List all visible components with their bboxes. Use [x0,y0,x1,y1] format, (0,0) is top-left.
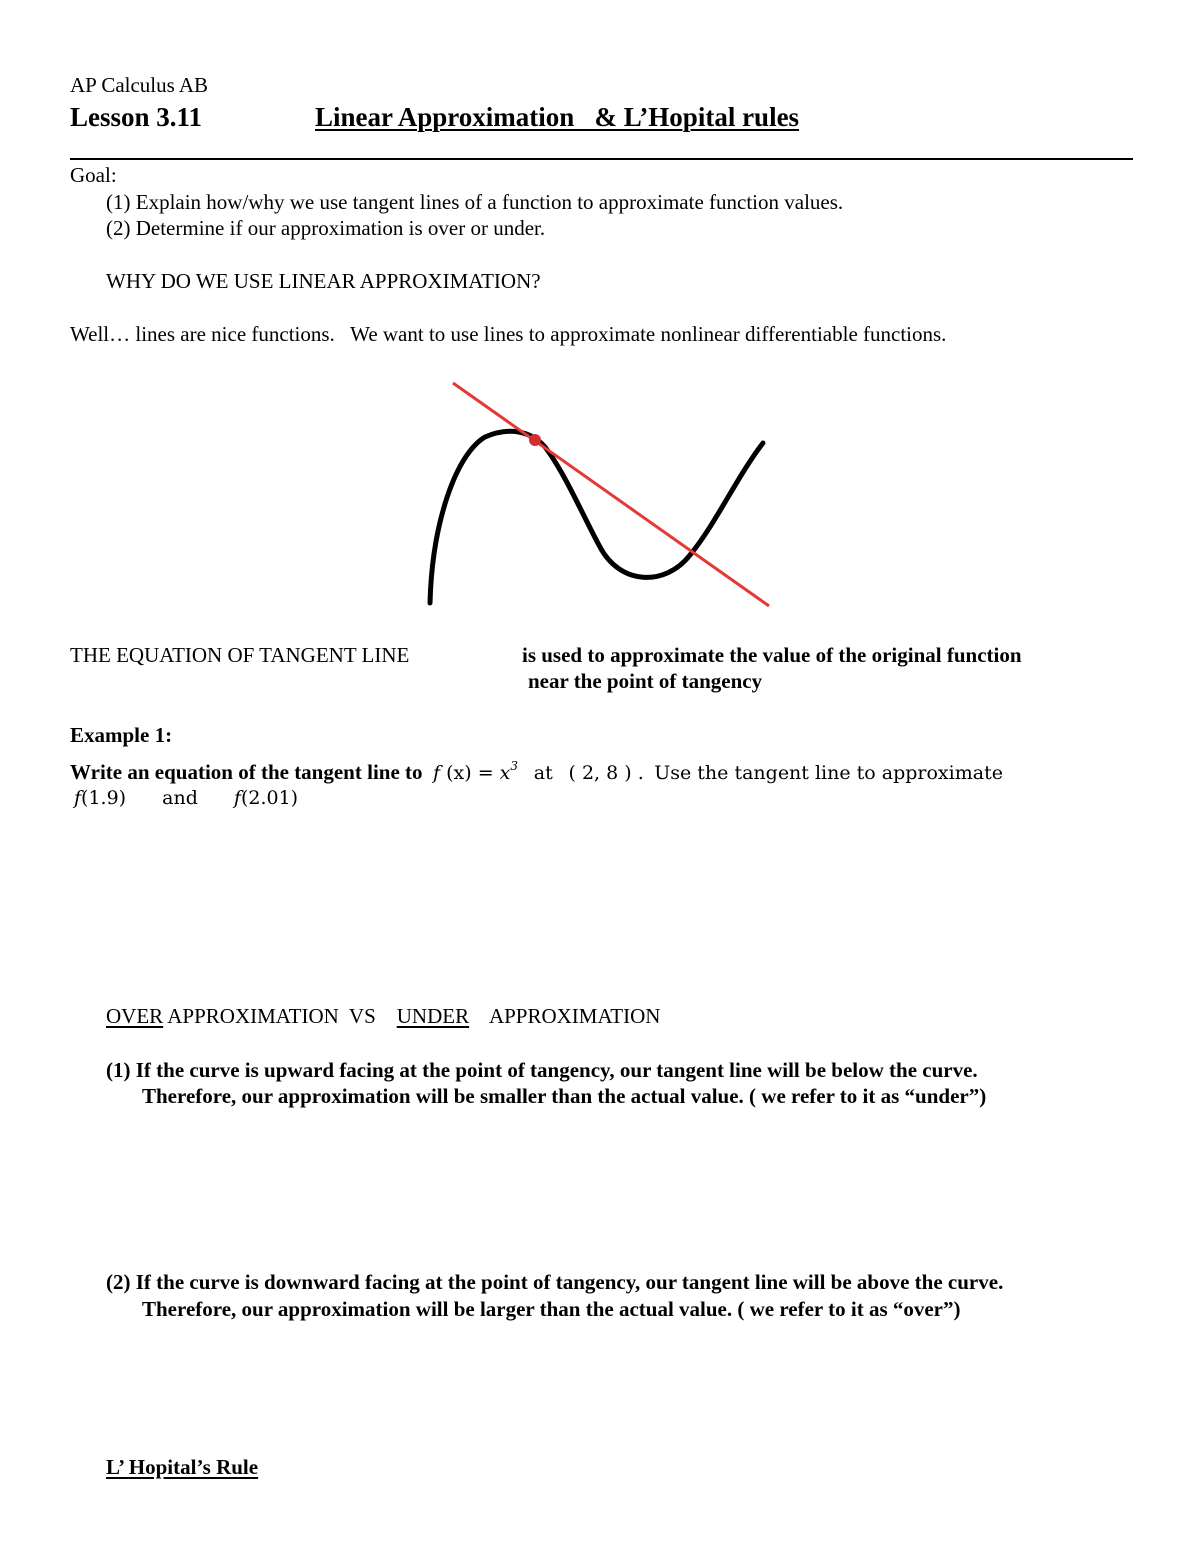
under-rule-line-2: Therefore, our approximation will be smaller than the actual value. ( we refer to it as “under”) [142,1084,987,1108]
example-lead: Write an equation of the tangent line to [70,760,423,784]
example-instruction: Use the tangent line to approximate [654,762,1003,784]
tangent-label: THE EQUATION OF TANGENT LINE [70,643,410,667]
course-name: AP Calculus AB [70,73,209,97]
tangency-point: ( 2, 8 ) . [568,762,644,784]
example-heading: Example 1: [70,723,173,747]
lhopital-heading: L’ Hopital’s Rule [106,1455,259,1479]
why-heading: WHY DO WE USE LINEAR APPROXIMATION? [106,269,541,293]
goal-heading: Goal: [70,163,117,187]
example-prompt [70,753,1003,786]
tangent-line [453,383,769,606]
tangent-point [529,434,541,446]
over-rule-line-1: (2) If the curve is downward facing at the point of tangency, our tangent line will be above the curve. [106,1270,1004,1294]
function-curve [430,431,763,603]
function-expression: f $(x) = x^3$ [433,759,519,784]
lesson-title: Linear Approximation & L’Hopital rules [315,102,800,132]
over-rule-line-2: Therefore, our approximation will be larger than the actual value. ( we refer to it as “over”) [142,1297,961,1321]
goal-item-1: (1) Explain how/why we use tangent lines of a function to approximate function values. [106,190,844,214]
header-divider [70,158,1133,160]
lesson-number: Lesson 3.11 [70,102,203,132]
tangent-description-line-2: near the point of tangency [528,669,763,693]
tangent-line-figure [420,375,780,615]
over-under-heading: OVER APPROXIMATION VS UNDER APPROXIMATION [106,1004,661,1028]
tangent-description-line-1: is used to approximate the value of the original function [522,643,1022,667]
at-word: at [533,762,553,784]
under-rule-line-1: (1) If the curve is upward facing at the point of tangency, our tangent line will be below the curve. [106,1058,978,1082]
approximation-values: f(1.9) and f(2.01) [74,787,299,809]
goal-item-2: (2) Determine if our approximation is over or under. [106,216,546,240]
why-text: Well… lines are nice functions. We want to use lines to approximate nonlinear differentiable functions. [70,322,947,346]
